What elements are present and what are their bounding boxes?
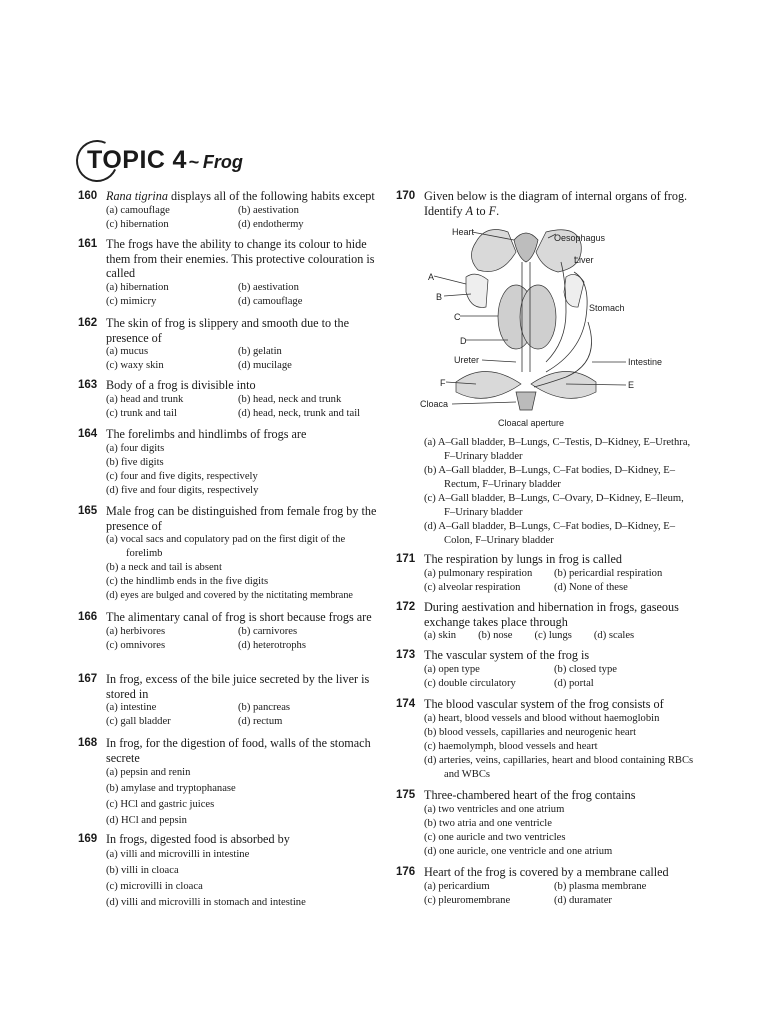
option-a[interactable]: (a) skin xyxy=(424,630,457,641)
topic-number: 4 xyxy=(172,145,187,174)
option-d[interactable]: (d) rectum xyxy=(238,716,283,727)
frog-internal-organs-diagram xyxy=(416,222,676,432)
option-c[interactable]: (c) lungs xyxy=(534,630,572,641)
question-stem: Given below is the diagram of internal organs of frog. Identify A to F. xyxy=(424,189,688,218)
options xyxy=(424,436,696,548)
option-b[interactable]: (b) two atria and one ventricle xyxy=(424,817,552,829)
option-b[interactable]: (b) gelatin xyxy=(238,346,282,357)
label-stomach: Stomach xyxy=(589,303,625,313)
option-a[interactable]: (a) two ventricles and one atrium xyxy=(424,803,565,815)
question-number: 169 xyxy=(78,833,98,845)
question-number: 170 xyxy=(396,190,416,202)
question-number: 160 xyxy=(78,190,98,202)
question-number: 165 xyxy=(78,505,98,517)
option-a[interactable]: (a) pepsin and renin xyxy=(106,767,191,778)
question-169 xyxy=(78,832,378,911)
question-173 xyxy=(396,648,696,691)
option-c[interactable]: (c) one auricle and two ventricles xyxy=(424,831,566,843)
question-stem: Three-chambered heart of the frog contains xyxy=(424,788,636,802)
options xyxy=(424,803,696,859)
option-b[interactable]: (b) plasma membrane xyxy=(554,880,647,892)
question-stem: The forelimbs and hindlimbs of frogs are xyxy=(106,427,307,441)
question-number: 176 xyxy=(396,866,416,878)
option-c[interactable]: (c) A–Gall bladder, B–Lungs, C–Ovary, D–Kidney, E–Ileum, F–Urinary bladder xyxy=(424,493,684,518)
question-stem: The vascular system of the frog is xyxy=(424,648,590,662)
option-c[interactable]: (c) microvilli in cloaca xyxy=(106,880,203,892)
label-oesophagus: Oesophagus xyxy=(554,233,606,243)
option-c[interactable]: (c) haemolymph, blood vessels and heart xyxy=(424,740,598,752)
options xyxy=(424,567,696,595)
option-d[interactable]: (d) endothermy xyxy=(238,218,304,230)
right-lung-shape xyxy=(564,274,584,307)
option-c[interactable]: (c) HCl and gastric juices xyxy=(106,799,215,810)
label-b: B xyxy=(436,292,443,302)
option-b[interactable]: (b) aestivation xyxy=(238,281,299,293)
option-a[interactable]: (a) four digits xyxy=(106,442,165,454)
question-number: 174 xyxy=(396,698,416,710)
question-161 xyxy=(78,237,378,309)
question-175 xyxy=(396,788,696,859)
option-b[interactable]: (b) carnivores xyxy=(238,625,298,637)
question-stem: The alimentary canal of frog is short because frogs are xyxy=(106,610,372,624)
option-b[interactable]: (b) A–Gall bladder, B–Lungs, C–Fat bodies, D–Kidney, E–Rectum, F–Urinary bladder xyxy=(424,465,676,490)
option-d[interactable]: (d) None of these xyxy=(554,581,628,593)
question-stem: The frogs have the ability to change its colour to hide them from their enemies. This protective colouration is called xyxy=(106,237,375,280)
option-d[interactable]: (d) portal xyxy=(554,677,594,689)
option-b[interactable]: (b) pericardial respiration xyxy=(554,567,663,579)
question-166 xyxy=(78,610,378,653)
question-number: 167 xyxy=(78,673,98,685)
option-c[interactable]: (c) pleuromembrane xyxy=(424,894,511,906)
label-liver: Liver xyxy=(574,255,594,265)
option-b[interactable]: (b) five digits xyxy=(106,456,164,468)
question-stem: In frog, excess of the bile juice secreted by the liver is stored in xyxy=(106,672,370,701)
question-stem: In frogs, digested food is absorbed by xyxy=(106,832,290,846)
option-d[interactable]: (d) camouflage xyxy=(238,295,303,307)
option-a[interactable]: (a) camouflage xyxy=(106,204,170,216)
option-d[interactable]: (d) A–Gall bladder, B–Lungs, C–Fat bodies, D–Kidney, E–Colon, F–Urinary bladder xyxy=(424,521,676,546)
option-c[interactable]: (c) hibernation xyxy=(106,218,169,230)
option-a[interactable]: (a) open type xyxy=(424,663,480,675)
heart-shape xyxy=(514,233,538,262)
option-c[interactable]: (c) mimicry xyxy=(106,295,157,307)
options xyxy=(106,701,378,729)
question-176 xyxy=(396,865,696,908)
label-heart: Heart xyxy=(452,227,475,237)
question-164 xyxy=(78,427,378,498)
options xyxy=(106,204,378,232)
options xyxy=(424,663,696,691)
option-c[interactable]: (c) the hindlimb ends in the five digits xyxy=(106,576,269,587)
question-stem: In frog, for the digestion of food, walls of the stomach secrete xyxy=(106,736,371,765)
question-172 xyxy=(396,600,696,643)
label-e: E xyxy=(628,380,635,390)
option-b[interactable]: (b) amylase and tryptophanase xyxy=(106,783,236,794)
right-kidney-shape xyxy=(520,285,556,349)
question-174 xyxy=(396,697,696,782)
question-number: 162 xyxy=(78,317,98,329)
option-a[interactable]: (a) A–Gall bladder, B–Lungs, C–Testis, D–Kidney, E–Urethra, F–Urinary bladder xyxy=(424,437,691,462)
label-cloaca: Cloaca xyxy=(420,399,449,409)
question-165 xyxy=(78,504,378,603)
option-b[interactable]: (b) a neck and tail is absent xyxy=(106,562,222,573)
options xyxy=(424,712,696,782)
option-c[interactable]: (c) omnivores xyxy=(106,639,166,651)
question-163 xyxy=(78,378,378,421)
option-c[interactable]: (c) waxy skin xyxy=(106,360,164,371)
topic-ring-icon xyxy=(70,134,124,188)
option-b[interactable]: (b) aestivation xyxy=(238,204,299,216)
question-stem: During aestivation and hibernation in frogs, gaseous exchange takes place through xyxy=(424,600,679,629)
option-c[interactable]: (c) gall bladder xyxy=(106,716,171,727)
option-c[interactable]: (c) alveolar respiration xyxy=(424,581,521,593)
options xyxy=(424,629,696,643)
option-b[interactable]: (b) pancreas xyxy=(238,702,291,713)
option-c[interactable]: (c) trunk and tail xyxy=(106,407,177,419)
option-d[interactable]: (d) head, neck, trunk and tail xyxy=(238,407,361,419)
ureter-leader-line xyxy=(482,360,516,362)
options xyxy=(106,847,378,911)
left-lung-shape xyxy=(466,274,488,307)
question-stem: Heart of the frog is covered by a membrane called xyxy=(424,865,669,879)
topic-separator: ~ xyxy=(188,151,199,172)
question-stem: The respiration by lungs in frog is called xyxy=(424,552,622,566)
label-f: F xyxy=(440,378,446,388)
question-stem: The skin of frog is slippery and smooth due to the presence of xyxy=(106,316,350,345)
label-a: A xyxy=(428,272,435,282)
option-b[interactable]: (b) closed type xyxy=(554,663,617,675)
option-a[interactable]: (a) head and trunk xyxy=(106,393,184,405)
option-a[interactable]: (a) herbivores xyxy=(106,625,166,637)
question-number: 173 xyxy=(396,649,416,661)
question-stem: The blood vascular system of the frog consists of xyxy=(424,697,664,711)
option-d[interactable]: (d) duramater xyxy=(554,894,612,906)
label-c: C xyxy=(454,312,461,322)
option-a[interactable]: (a) mucus xyxy=(106,346,149,357)
option-d[interactable]: (d) HCl and pepsin xyxy=(106,815,187,826)
cloaca-shape xyxy=(516,392,536,410)
question-160 xyxy=(78,189,378,232)
option-a[interactable]: (a) intestine xyxy=(106,702,157,713)
option-c[interactable]: (c) double circulatory xyxy=(424,677,516,689)
bladder-left-lobe-shape xyxy=(456,371,521,398)
option-d[interactable]: (d) heterotrophs xyxy=(238,639,306,651)
question-167 xyxy=(78,672,378,729)
option-b[interactable]: (b) villi in cloaca xyxy=(106,864,179,876)
question-number: 171 xyxy=(396,553,416,565)
question-170 xyxy=(396,189,696,218)
question-number: 168 xyxy=(78,737,98,749)
option-b[interactable]: (b) head, neck and trunk xyxy=(238,393,342,405)
options xyxy=(106,393,378,421)
question-number: 172 xyxy=(396,601,416,613)
options xyxy=(106,625,378,653)
options xyxy=(106,281,378,309)
question-number: 175 xyxy=(396,789,416,801)
label-cloacal-aperture: Cloacal aperture xyxy=(498,418,565,428)
question-number: 161 xyxy=(78,238,98,250)
option-c[interactable]: (c) four and five digits, respectively xyxy=(106,470,258,482)
topic-word: TOPIC xyxy=(87,145,166,174)
cloaca-leader-line xyxy=(452,402,516,404)
question-number: 163 xyxy=(78,379,98,391)
question-171 xyxy=(396,552,696,595)
option-a[interactable]: (a) hibernation xyxy=(106,281,169,293)
label-intestine: Intestine xyxy=(628,357,663,367)
option-b[interactable]: (b) blood vessels, capillaries and neurogenic heart xyxy=(424,726,637,738)
options xyxy=(106,442,378,498)
topic-title: Frog xyxy=(202,151,243,172)
option-a[interactable]: (a) pulmonary respiration xyxy=(424,567,533,579)
option-d[interactable]: (d) eyes are bulged and covered by the nictitating membrane xyxy=(106,590,353,601)
question-stem: Rana tigrina displays all of the following habits except xyxy=(106,189,375,203)
options xyxy=(106,345,378,373)
option-a[interactable]: (a) pericardium xyxy=(424,880,490,892)
label-d: D xyxy=(460,336,467,346)
question-170-options xyxy=(396,436,696,548)
option-a[interactable]: (a) villi and microvilli in intestine xyxy=(106,848,250,860)
option-d[interactable]: (d) one auricle, one ventricle and one atrium xyxy=(424,845,613,857)
question-168 xyxy=(78,736,378,829)
option-d[interactable]: (d) arteries, veins, capillaries, heart and blood containing RBCs and WBCs xyxy=(424,754,694,780)
label-ureter: Ureter xyxy=(454,355,480,365)
option-d[interactable]: (d) scales xyxy=(593,630,635,641)
question-stem: Body of a frog is divisible into xyxy=(106,378,256,392)
options xyxy=(106,533,378,603)
topic-header xyxy=(76,140,243,180)
option-b[interactable]: (b) nose xyxy=(478,630,513,641)
options xyxy=(424,880,696,908)
option-a[interactable]: (a) vocal sacs and copulatory pad on the first digit of the forelimb xyxy=(106,534,346,559)
a-leader-line xyxy=(434,276,466,284)
options xyxy=(106,765,378,829)
question-number: 166 xyxy=(78,611,98,623)
option-d[interactable]: (d) mucilage xyxy=(238,360,292,371)
question-stem: Male frog can be distinguished from female frog by the presence of xyxy=(106,504,377,533)
option-d[interactable]: (d) villi and microvilli in stomach and intestine xyxy=(106,896,306,908)
option-d[interactable]: (d) five and four digits, respectively xyxy=(106,484,259,496)
question-number: 164 xyxy=(78,428,98,440)
option-a[interactable]: (a) heart, blood vessels and blood without haemoglobin xyxy=(424,712,660,724)
question-162 xyxy=(78,316,378,373)
